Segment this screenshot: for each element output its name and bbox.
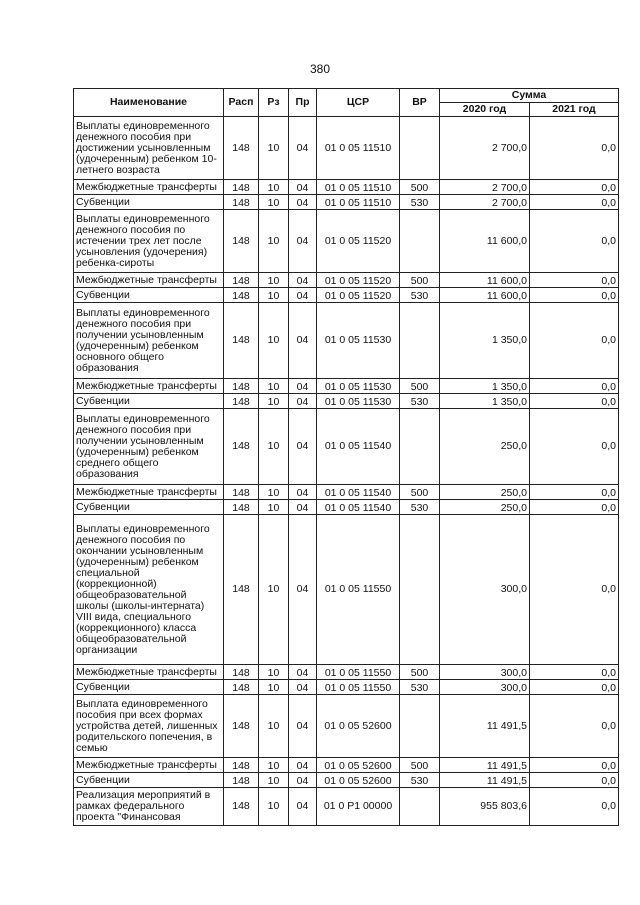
row-pr: 04	[289, 180, 317, 195]
row-csr: 01 0 05 11520	[317, 273, 400, 288]
row-vr: 530	[400, 394, 440, 409]
row-pr: 04	[289, 788, 317, 826]
row-sum-2020: 250,0	[440, 409, 530, 485]
row-name: Межбюджетные трансферты	[74, 665, 224, 680]
header-vr: ВР	[400, 89, 440, 117]
row-rasp: 148	[224, 409, 259, 485]
row-name: Выплаты единовременного денежного пособия по окончании усыновленным (удочеренным) ребенком специальной (коррекционной) общеобразовательной школы (школы-интерната) VIII вида, специального (коррекционного) класса общеобразовательной организации	[74, 515, 224, 665]
header-pr: Пр	[289, 89, 317, 117]
row-rasp: 148	[224, 500, 259, 515]
row-csr: 01 0 05 11510	[317, 195, 400, 210]
table-row	[74, 210, 619, 273]
row-rz: 10	[259, 195, 289, 210]
row-sum-2020: 1 350,0	[440, 303, 530, 379]
row-pr: 04	[289, 273, 317, 288]
table-row	[74, 788, 619, 826]
row-sum-2021: 0,0	[530, 117, 619, 180]
row-sum-2020: 1 350,0	[440, 394, 530, 409]
budget-table	[73, 88, 619, 826]
table-row	[74, 773, 619, 788]
row-rz: 10	[259, 303, 289, 379]
row-rz: 10	[259, 379, 289, 394]
row-csr: 01 0 P1 00000	[317, 788, 400, 826]
row-csr: 01 0 05 11530	[317, 379, 400, 394]
row-vr	[400, 210, 440, 273]
row-rz: 10	[259, 394, 289, 409]
row-pr: 04	[289, 379, 317, 394]
header-csr: ЦСР	[317, 89, 400, 117]
row-name: Межбюджетные трансферты	[74, 758, 224, 773]
table-row	[74, 195, 619, 210]
table-row	[74, 273, 619, 288]
row-vr: 530	[400, 500, 440, 515]
row-sum-2020: 250,0	[440, 485, 530, 500]
row-sum-2021: 0,0	[530, 758, 619, 773]
row-sum-2020: 11 491,5	[440, 758, 530, 773]
row-vr: 530	[400, 195, 440, 210]
row-sum-2020: 11 600,0	[440, 288, 530, 303]
table-row	[74, 758, 619, 773]
row-rz: 10	[259, 758, 289, 773]
table-row	[74, 680, 619, 695]
row-vr	[400, 303, 440, 379]
row-rz: 10	[259, 210, 289, 273]
page-number: 380	[309, 62, 331, 76]
row-sum-2020: 2 700,0	[440, 195, 530, 210]
header-2021: 2021 год	[530, 103, 619, 117]
row-name: Реализация мероприятий в рамках федерального проекта "Финансовая	[74, 788, 224, 826]
header-sum: Сумма	[440, 89, 619, 103]
row-rz: 10	[259, 117, 289, 180]
row-rasp: 148	[224, 394, 259, 409]
row-sum-2020: 11 491,5	[440, 695, 530, 758]
row-vr	[400, 409, 440, 485]
row-csr: 01 0 05 11510	[317, 117, 400, 180]
row-csr: 01 0 05 11540	[317, 485, 400, 500]
row-sum-2021: 0,0	[530, 195, 619, 210]
table-row	[74, 288, 619, 303]
row-rasp: 148	[224, 117, 259, 180]
row-sum-2020: 300,0	[440, 665, 530, 680]
row-name: Субвенции	[74, 288, 224, 303]
table-row	[74, 515, 619, 665]
row-pr: 04	[289, 195, 317, 210]
table-row	[74, 117, 619, 180]
row-name: Субвенции	[74, 394, 224, 409]
row-pr: 04	[289, 680, 317, 695]
header-name: Наименование	[74, 89, 224, 117]
table-row	[74, 409, 619, 485]
row-pr: 04	[289, 695, 317, 758]
row-sum-2021: 0,0	[530, 773, 619, 788]
table-body	[74, 117, 619, 826]
row-pr: 04	[289, 303, 317, 379]
row-csr: 01 0 05 11530	[317, 303, 400, 379]
row-sum-2020: 300,0	[440, 515, 530, 665]
row-sum-2021: 0,0	[530, 515, 619, 665]
row-rz: 10	[259, 485, 289, 500]
row-name: Субвенции	[74, 500, 224, 515]
row-sum-2021: 0,0	[530, 788, 619, 826]
row-sum-2021: 0,0	[530, 695, 619, 758]
row-sum-2021: 0,0	[530, 288, 619, 303]
row-csr: 01 0 05 52600	[317, 695, 400, 758]
row-csr: 01 0 05 11540	[317, 409, 400, 485]
row-rasp: 148	[224, 210, 259, 273]
row-vr: 500	[400, 379, 440, 394]
row-sum-2020: 11 491,5	[440, 773, 530, 788]
row-vr: 530	[400, 773, 440, 788]
header-rz: Рз	[259, 89, 289, 117]
row-name: Субвенции	[74, 680, 224, 695]
row-sum-2021: 0,0	[530, 303, 619, 379]
row-name: Межбюджетные трансферты	[74, 379, 224, 394]
row-sum-2020: 2 700,0	[440, 117, 530, 180]
row-pr: 04	[289, 665, 317, 680]
row-csr: 01 0 05 52600	[317, 758, 400, 773]
row-rasp: 148	[224, 515, 259, 665]
row-pr: 04	[289, 500, 317, 515]
row-sum-2021: 0,0	[530, 210, 619, 273]
row-sum-2021: 0,0	[530, 665, 619, 680]
row-rasp: 148	[224, 758, 259, 773]
table-row	[74, 695, 619, 758]
table-row	[74, 379, 619, 394]
row-vr: 500	[400, 758, 440, 773]
table-row	[74, 665, 619, 680]
row-pr: 04	[289, 210, 317, 273]
table-row	[74, 303, 619, 379]
row-sum-2021: 0,0	[530, 180, 619, 195]
table-row	[74, 485, 619, 500]
row-rasp: 148	[224, 288, 259, 303]
header-row	[74, 89, 619, 103]
table-header	[74, 89, 619, 117]
row-rz: 10	[259, 773, 289, 788]
row-vr: 530	[400, 288, 440, 303]
row-name: Выплата единовременного пособия при всех формах устройства детей, лишенных родительского попечения, в семью	[74, 695, 224, 758]
row-rasp: 148	[224, 195, 259, 210]
row-name: Межбюджетные трансферты	[74, 273, 224, 288]
row-pr: 04	[289, 758, 317, 773]
row-name: Выплаты единовременного денежного пособия по истечении трех лет после усыновления (удочерения) ребенка-сироты	[74, 210, 224, 273]
table-row	[74, 500, 619, 515]
row-name: Выплаты единовременного денежного пособия при получении усыновленным (удочеренным) ребенком основного общего образования	[74, 303, 224, 379]
row-rz: 10	[259, 680, 289, 695]
header-rasp: Расп	[224, 89, 259, 117]
row-name: Субвенции	[74, 195, 224, 210]
row-vr	[400, 117, 440, 180]
row-rasp: 148	[224, 695, 259, 758]
row-csr: 01 0 05 11520	[317, 288, 400, 303]
row-pr: 04	[289, 773, 317, 788]
row-name: Межбюджетные трансферты	[74, 180, 224, 195]
row-pr: 04	[289, 288, 317, 303]
row-vr	[400, 515, 440, 665]
row-sum-2021: 0,0	[530, 273, 619, 288]
row-rz: 10	[259, 788, 289, 826]
row-rz: 10	[259, 665, 289, 680]
row-vr: 500	[400, 665, 440, 680]
row-pr: 04	[289, 409, 317, 485]
row-vr: 530	[400, 680, 440, 695]
row-rasp: 148	[224, 665, 259, 680]
row-pr: 04	[289, 485, 317, 500]
header-2020: 2020 год	[440, 103, 530, 117]
row-rz: 10	[259, 515, 289, 665]
row-sum-2021: 0,0	[530, 500, 619, 515]
table-row	[74, 180, 619, 195]
row-sum-2020: 11 600,0	[440, 210, 530, 273]
row-rasp: 148	[224, 680, 259, 695]
row-rasp: 148	[224, 379, 259, 394]
table-row	[74, 394, 619, 409]
row-sum-2020: 11 600,0	[440, 273, 530, 288]
row-rz: 10	[259, 695, 289, 758]
row-sum-2021: 0,0	[530, 379, 619, 394]
row-csr: 01 0 05 52600	[317, 773, 400, 788]
row-rz: 10	[259, 180, 289, 195]
row-csr: 01 0 05 11550	[317, 680, 400, 695]
row-rz: 10	[259, 500, 289, 515]
row-name: Межбюджетные трансферты	[74, 485, 224, 500]
row-rz: 10	[259, 288, 289, 303]
row-sum-2020: 955 803,6	[440, 788, 530, 826]
row-vr	[400, 788, 440, 826]
row-pr: 04	[289, 515, 317, 665]
row-rasp: 148	[224, 303, 259, 379]
row-sum-2020: 2 700,0	[440, 180, 530, 195]
row-pr: 04	[289, 117, 317, 180]
row-sum-2020: 250,0	[440, 500, 530, 515]
row-rasp: 148	[224, 273, 259, 288]
row-sum-2021: 0,0	[530, 394, 619, 409]
row-sum-2021: 0,0	[530, 409, 619, 485]
row-name: Субвенции	[74, 773, 224, 788]
row-rasp: 148	[224, 773, 259, 788]
row-rasp: 148	[224, 788, 259, 826]
row-name: Выплаты единовременного денежного пособия при достижении усыновленным (удочеренным) ребенком 10-летнего возраста	[74, 117, 224, 180]
row-rz: 10	[259, 409, 289, 485]
row-sum-2020: 1 350,0	[440, 379, 530, 394]
row-rasp: 148	[224, 485, 259, 500]
row-csr: 01 0 05 11520	[317, 210, 400, 273]
row-csr: 01 0 05 11540	[317, 500, 400, 515]
row-csr: 01 0 05 11510	[317, 180, 400, 195]
row-sum-2021: 0,0	[530, 485, 619, 500]
row-pr: 04	[289, 394, 317, 409]
row-vr: 500	[400, 485, 440, 500]
row-csr: 01 0 05 11550	[317, 665, 400, 680]
row-rasp: 148	[224, 180, 259, 195]
row-rz: 10	[259, 273, 289, 288]
row-vr: 500	[400, 180, 440, 195]
row-vr	[400, 695, 440, 758]
row-sum-2021: 0,0	[530, 680, 619, 695]
row-vr: 500	[400, 273, 440, 288]
row-sum-2020: 300,0	[440, 680, 530, 695]
row-csr: 01 0 05 11530	[317, 394, 400, 409]
row-csr: 01 0 05 11550	[317, 515, 400, 665]
row-name: Выплаты единовременного денежного пособия при получении усыновленным (удочеренным) ребенком среднего общего образования	[74, 409, 224, 485]
